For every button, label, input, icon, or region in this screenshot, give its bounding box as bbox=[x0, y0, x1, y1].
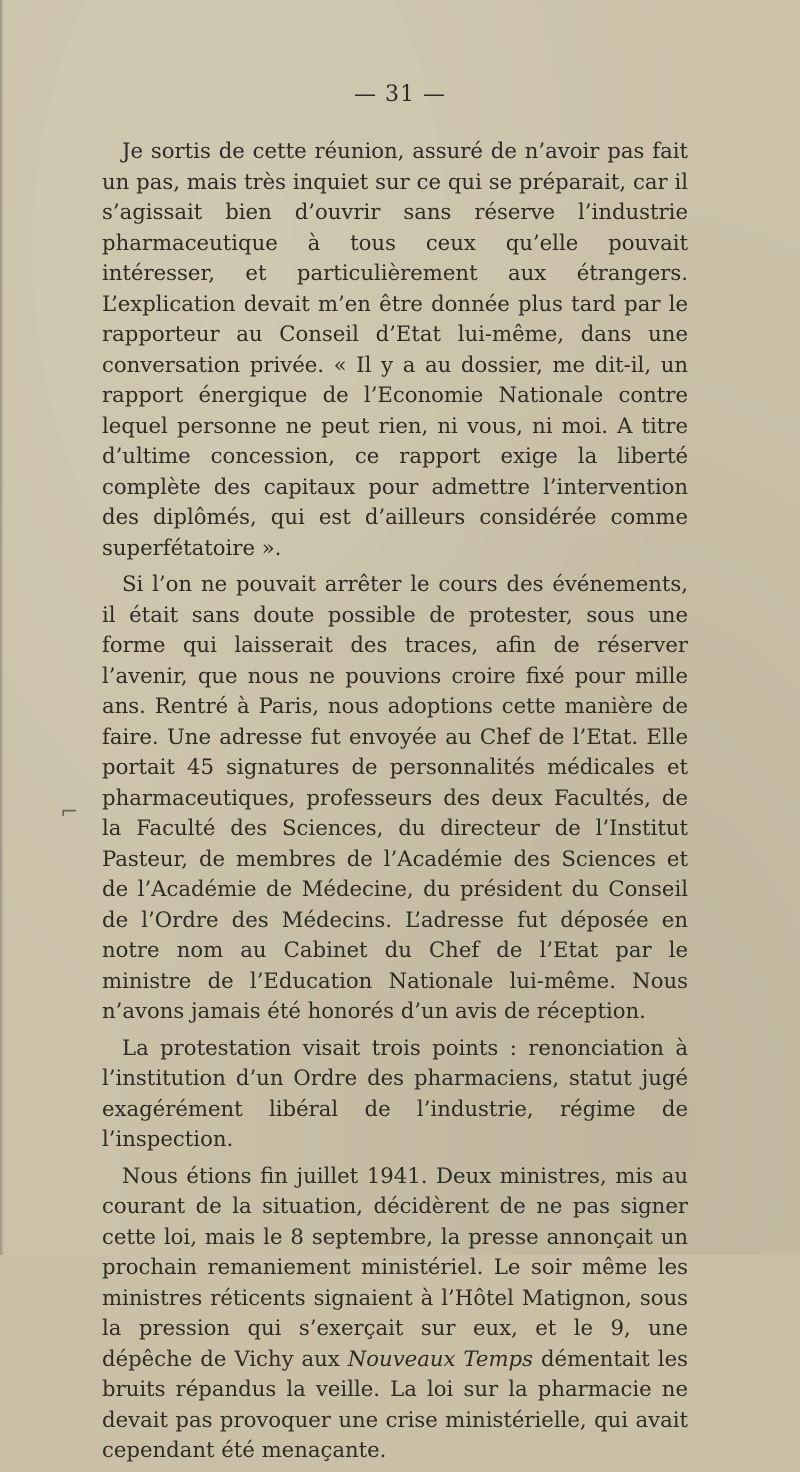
paragraph-4-end: démentait les bruits répandus la veille. La loi sur la pharmacie ne devait pas provoquer une crise ministérielle, qui avait cependant été menaçante. bbox=[102, 1345, 688, 1462]
paragraph-1: Je sortis de cette réunion, assuré de n’avoir pas fait un pas, mais très inquiet sur ce qui se préparait, car il s’agissait bien d’ouvrir sans réserve l’industrie pharmaceutique à tous ceux qu’elle pouvait intéresser, et particulièrement aux étrangers. L’explication devait m’en être donnée plus tard par le rapporteur au Conseil d’Etat lui-même, dans une conversation privée. « Il y a au dossier, me dit-il, un rapport énergique de l’Economie Nationale contre lequel personne ne peut rien, ni vous, ni moi. A titre d’ultime concession, ce rapport exige la liberté complète des capitaux pour admettre l’intervention des diplômés, qui est d’ailleurs considérée comme superfétatoire ». bbox=[102, 138, 688, 560]
paragraph-4 bbox=[102, 1161, 688, 1466]
page-binding-shadow bbox=[0, 0, 4, 1255]
margin-pencil-mark: ⌐ bbox=[60, 800, 79, 825]
paragraph-2: Si l’on ne pouvait arrêter le cours des événements, il était sans doute possible de protester, sous une forme qui laisserait des traces, afin de réserver l’avenir, que nous ne pouvions croire fixé pour mille ans. Rentré à Paris, nous adoptions cette manière de faire. Une adresse fut envoyée au Chef de l’Etat. Elle portait 45 signatures de personnalités médicales et pharmaceutiques, professeurs des deux Facultés, de la Faculté des Sciences, du directeur de l’Institut Pasteur, de membres de l’Académie des Sciences et de l’Académie de Médecine, du président du Conseil de l’Ordre des Médecins. L’adresse fut déposée en notre nom au Cabinet du Chef de l’Etat par le ministre de l’Education Nationale lui-même. Nous n’avons jamais été honorés d’un avis de réception. bbox=[102, 571, 688, 1023]
page-number: — 31 — bbox=[354, 82, 446, 107]
newspaper-title: Nouveaux Temps bbox=[347, 1345, 533, 1371]
body-text bbox=[102, 136, 688, 1472]
paragraph-3: La protestation visait trois points : renonciation à l’institution d’un Ordre des pharmaciens, statut jugé exagérément libéral de l’industrie, régime de l’inspection. bbox=[102, 1034, 688, 1151]
paragraph-4-start: Nous étions fin juillet 1941. Deux ministres, mis au courant de la situation, décidèrent de ne pas signer cette loi, mais le 8 septembre, la presse annonçait un prochain remaniement ministériel. Le soir même les ministres réticents signaient à l’Hôtel Matignon, sous la pression qui s’exerçait sur eux, et le 9, une dépêche de Vichy aux bbox=[102, 1162, 688, 1371]
